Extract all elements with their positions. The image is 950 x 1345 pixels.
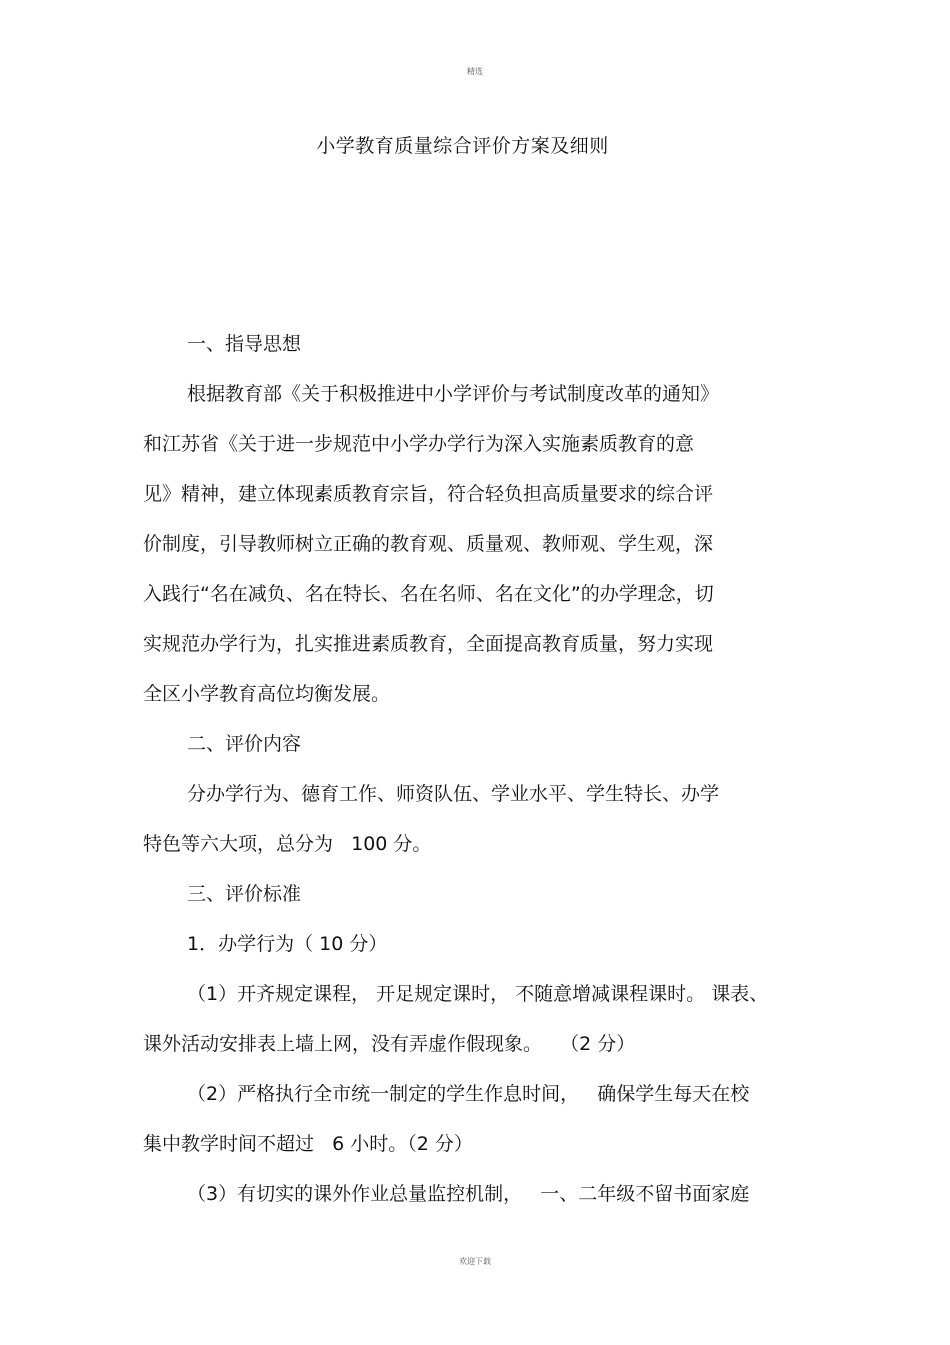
document-body [143,326,823,1226]
heading-guiding-ideology: 一、指导思想 [187,333,302,355]
paragraph-line: （2）严格执行全市统一制定的学生作息时间， 确保学生每天在校 [187,1083,750,1105]
paragraph-line: （3）有切实的课外作业总量监控机制， 一、二年级不留书面家庭 [187,1183,750,1205]
paragraph-line: 入践行“名在减负、名在特长、名在名师、名在文化”的办学理念，切 [143,583,714,605]
heading-evaluation-content: 二、评价内容 [187,733,302,755]
page-footer: 欢迎下载 [459,1257,491,1266]
paragraph-line: 特色等六大项，总分为 100 分。 [143,833,432,855]
paragraph-line: 分办学行为、德育工作、师资队伍、学业水平、学生特长、办学 [187,783,720,805]
paragraph-line: 价制度，引导教师树立正确的教育观、质量观、教师观、学生观，深 [143,533,714,555]
paragraph-line: 课外活动安排表上墙上网，没有弄虚作假现象。 （2 分） [143,1033,636,1055]
page-header: 精选 [467,67,483,76]
paragraph-line: 根据教育部《关于积极推进中小学评价与考试制度改革的通知》 [187,383,720,405]
document-title: 小学教育质量综合评价方案及细则 [316,135,609,157]
heading-evaluation-standards: 三、评价标准 [187,883,302,905]
paragraph-line: 全区小学教育高位均衡发展。 [143,683,391,705]
paragraph-line: 实规范办学行为，扎实推进素质教育，全面提高教育质量，努力实现 [143,633,714,655]
paragraph-line: （1）开齐规定课程， 开足规定课时， 不随意增减课程课时。 课表、 [187,983,769,1005]
paragraph-line: 集中教学时间不超过 6 小时。（2 分） [143,1133,473,1155]
subheading-school-conduct: 1．办学行为（ 10 分） [187,933,388,955]
paragraph-line: 见》精神，建立体现素质教育宗旨，符合轻负担高质量要求的综合评 [143,483,714,505]
paragraph-line: 和江苏省《关于进一步规范中小学办学行为深入实施素质教育的意 [143,433,695,455]
